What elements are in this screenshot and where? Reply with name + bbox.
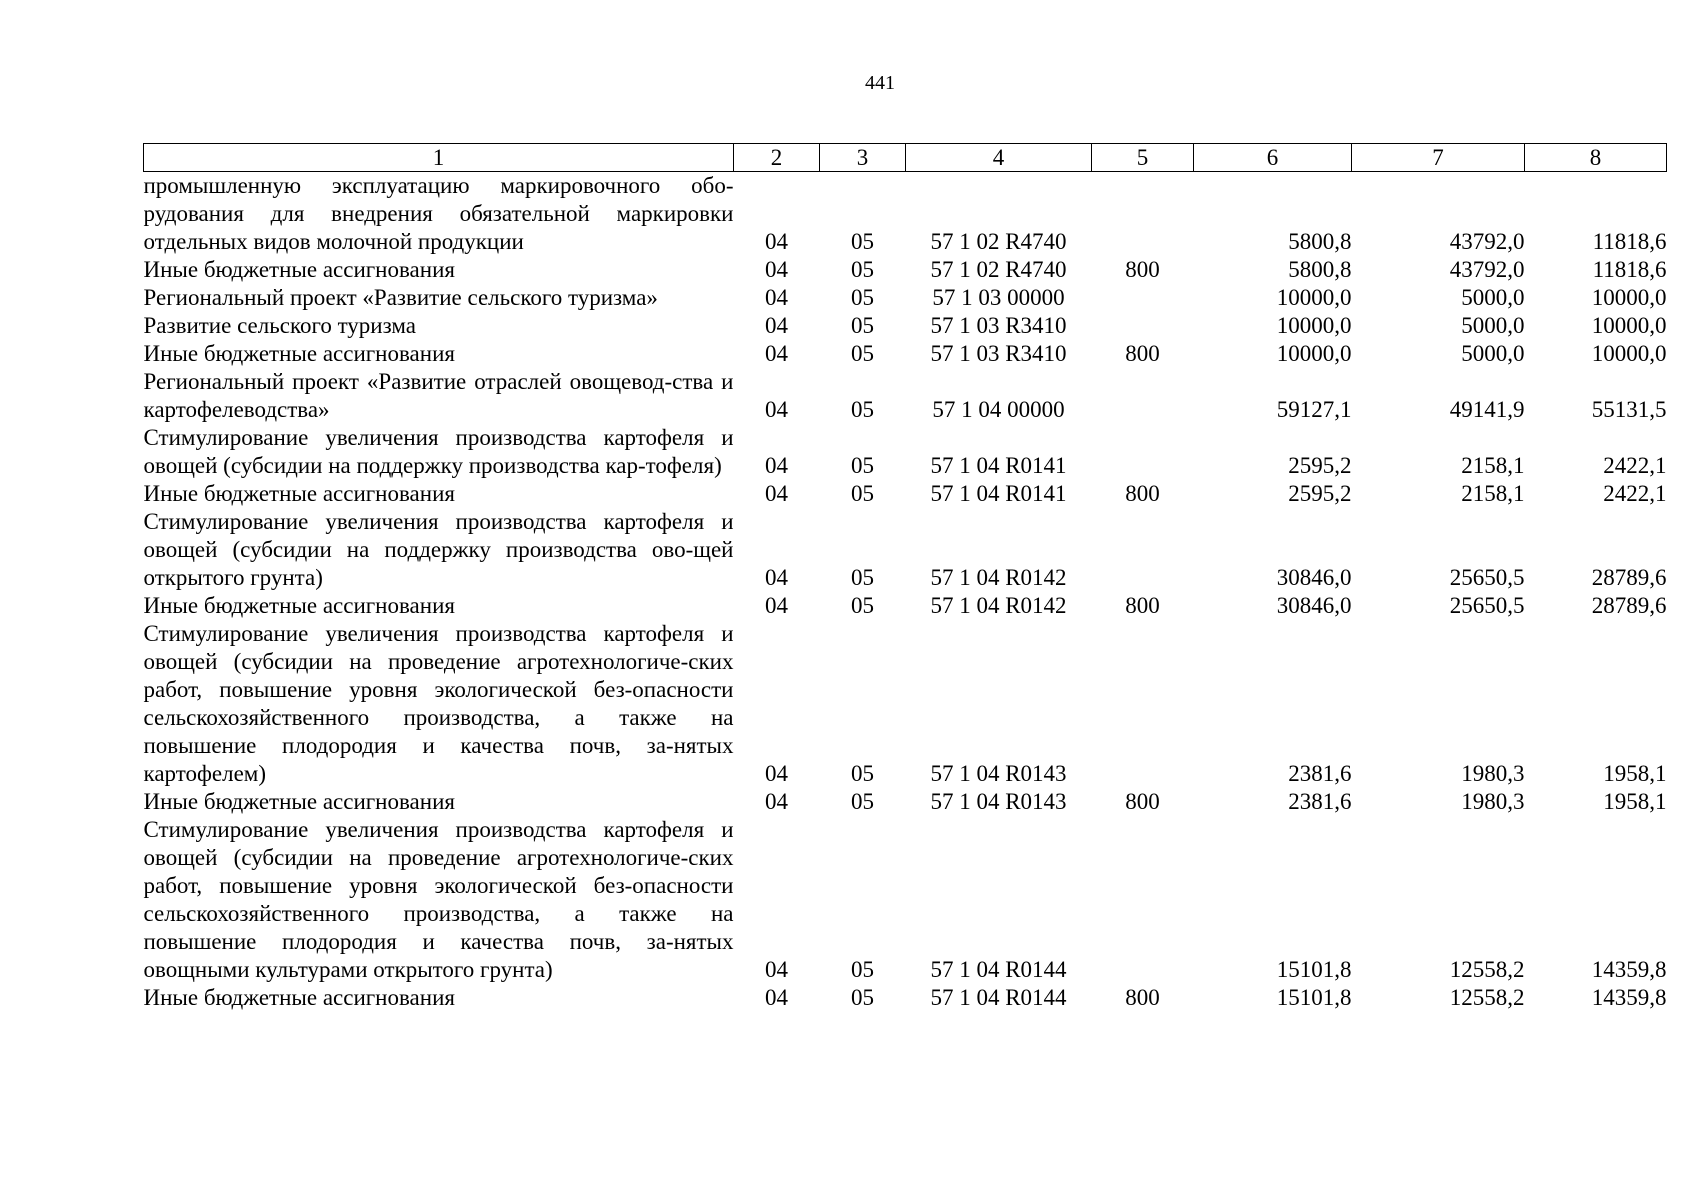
expense-type-code: 800 — [1125, 789, 1160, 814]
section-code: 04 — [765, 313, 788, 338]
table-row — [144, 816, 1667, 984]
section-code: 04 — [765, 789, 788, 814]
amount-col-8: 14359,8 — [1591, 957, 1667, 982]
amount-col-7: 43792,0 — [1449, 229, 1525, 254]
subsection-code: 05 — [851, 985, 874, 1010]
table-row — [144, 592, 1667, 620]
expense-type-code — [1092, 424, 1194, 480]
item-name: Иные бюджетные ассигнования — [143, 985, 455, 1010]
amount-col-8: 10000,0 — [1591, 341, 1667, 366]
subsection-code: 05 — [851, 341, 874, 366]
section-code: 04 — [765, 481, 788, 506]
header-col-6: 6 — [1194, 144, 1352, 172]
subsection-code: 05 — [851, 957, 874, 982]
section-code: 04 — [765, 397, 788, 422]
subsection-code: 05 — [851, 481, 874, 506]
item-name: Региональный проект «Развитие отраслей овощевод-ства и картофелеводства» — [143, 369, 734, 422]
header-col-2: 2 — [734, 144, 820, 172]
item-name: Стимулирование увеличения производства картофеля и овощей (субсидии на проведение агротехнологиче-ских работ, повышение уровня экологической без-опасности сельскохозяйственного производства, а также на повышение плодородия и качества почв, за-нятых овощными культурами открытого грунта) — [143, 817, 734, 982]
expense-type-code — [1092, 368, 1194, 424]
amount-col-8: 10000,0 — [1591, 285, 1667, 310]
subsection-code: 05 — [851, 229, 874, 254]
amount-col-8: 55131,5 — [1591, 397, 1667, 422]
section-code: 04 — [765, 565, 788, 590]
section-code: 04 — [765, 593, 788, 618]
table-row — [144, 620, 1667, 788]
table-row — [144, 284, 1667, 312]
item-name: Иные бюджетные ассигнования — [143, 481, 455, 506]
subsection-code: 05 — [851, 453, 874, 478]
expense-type-code — [1092, 172, 1194, 257]
amount-col-6: 30846,0 — [1276, 565, 1352, 590]
expense-type-code: 800 — [1125, 985, 1160, 1010]
header-col-4: 4 — [906, 144, 1092, 172]
target-article-code: 57 1 03 00000 — [932, 285, 1065, 310]
target-article-code: 57 1 04 R0144 — [930, 957, 1067, 982]
target-article-code: 57 1 04 R0141 — [930, 481, 1067, 506]
header-col-1: 1 — [144, 144, 734, 172]
subsection-code: 05 — [851, 313, 874, 338]
target-article-code: 57 1 03 R3410 — [930, 341, 1067, 366]
amount-col-6: 10000,0 — [1276, 341, 1352, 366]
amount-col-8: 1958,1 — [1603, 761, 1667, 786]
subsection-code: 05 — [851, 593, 874, 618]
amount-col-8: 14359,8 — [1591, 985, 1667, 1010]
header-col-5: 5 — [1092, 144, 1194, 172]
section-code: 04 — [765, 761, 788, 786]
subsection-code: 05 — [851, 789, 874, 814]
item-name: Стимулирование увеличения производства картофеля и овощей (субсидии на поддержку производства кар-тофеля) — [143, 425, 734, 478]
amount-col-8: 28789,6 — [1591, 593, 1667, 618]
target-article-code: 57 1 04 R0143 — [930, 761, 1067, 786]
subsection-code: 05 — [851, 285, 874, 310]
amount-col-6: 59127,1 — [1276, 397, 1352, 422]
amount-col-8: 11818,6 — [1592, 229, 1667, 254]
subsection-code: 05 — [851, 397, 874, 422]
subsection-code: 05 — [851, 257, 874, 282]
amount-col-7: 12558,2 — [1449, 957, 1525, 982]
section-code: 04 — [765, 453, 788, 478]
section-code: 04 — [765, 285, 788, 310]
amount-col-7: 1980,3 — [1461, 789, 1525, 814]
expense-type-code — [1092, 620, 1194, 788]
amount-col-6: 2595,2 — [1288, 481, 1352, 506]
section-code: 04 — [765, 229, 788, 254]
subsection-code: 05 — [851, 761, 874, 786]
expense-type-code — [1092, 508, 1194, 592]
amount-col-7: 25650,5 — [1449, 565, 1525, 590]
item-name: Иные бюджетные ассигнования — [143, 257, 455, 282]
amount-col-7: 43792,0 — [1449, 257, 1525, 282]
table-row — [144, 312, 1667, 340]
table-row — [144, 256, 1667, 284]
item-name: Иные бюджетные ассигнования — [143, 593, 455, 618]
item-name: Иные бюджетные ассигнования — [143, 341, 455, 366]
amount-col-8: 28789,6 — [1591, 565, 1667, 590]
section-code: 04 — [765, 957, 788, 982]
target-article-code: 57 1 04 R0144 — [930, 985, 1067, 1010]
amount-col-8: 2422,1 — [1603, 481, 1667, 506]
amount-col-6: 2595,2 — [1288, 453, 1352, 478]
amount-col-7: 49141,9 — [1449, 397, 1525, 422]
expense-type-code — [1092, 284, 1194, 312]
amount-col-7: 5000,0 — [1461, 341, 1525, 366]
section-code: 04 — [765, 257, 788, 282]
table-row — [144, 508, 1667, 592]
expense-type-code: 800 — [1125, 257, 1160, 282]
target-article-code: 57 1 04 R0141 — [930, 453, 1067, 478]
header-col-7: 7 — [1352, 144, 1525, 172]
section-code: 04 — [765, 985, 788, 1010]
expense-type-code: 800 — [1125, 481, 1160, 506]
table-row — [144, 984, 1667, 1012]
amount-col-8: 2422,1 — [1603, 453, 1667, 478]
amount-col-7: 5000,0 — [1461, 285, 1525, 310]
item-name: Развитие сельского туризма — [143, 313, 416, 338]
item-name: промышленную эксплуатацию маркировочного обо-рудования для внедрения обязательной маркировки отдельных видов молочной продукции — [143, 173, 734, 254]
table-row — [144, 788, 1667, 816]
amount-col-6: 10000,0 — [1276, 313, 1352, 338]
section-code: 04 — [765, 341, 788, 366]
amount-col-6: 15101,8 — [1276, 985, 1352, 1010]
amount-col-7: 2158,1 — [1461, 481, 1525, 506]
amount-col-6: 30846,0 — [1276, 593, 1352, 618]
item-name: Региональный проект «Развитие сельского туризма» — [143, 285, 658, 310]
amount-col-7: 25650,5 — [1449, 593, 1525, 618]
table-row — [144, 480, 1667, 508]
amount-col-6: 15101,8 — [1276, 957, 1352, 982]
page-number: 441 — [865, 72, 895, 94]
header-col-3: 3 — [820, 144, 906, 172]
amount-col-6: 10000,0 — [1276, 285, 1352, 310]
expense-type-code: 800 — [1125, 593, 1160, 618]
subsection-code: 05 — [851, 565, 874, 590]
target-article-code: 57 1 03 R3410 — [930, 313, 1067, 338]
target-article-code: 57 1 02 R4740 — [930, 257, 1067, 282]
expense-type-code — [1092, 816, 1194, 984]
table-row — [144, 424, 1667, 480]
expense-type-code — [1092, 312, 1194, 340]
table-row — [144, 172, 1667, 257]
target-article-code: 57 1 02 R4740 — [930, 229, 1067, 254]
amount-col-6: 2381,6 — [1288, 761, 1352, 786]
amount-col-7: 12558,2 — [1449, 985, 1525, 1010]
target-article-code: 57 1 04 R0143 — [930, 789, 1067, 814]
amount-col-6: 2381,6 — [1288, 789, 1352, 814]
table-row — [144, 368, 1667, 424]
table-row — [144, 340, 1667, 368]
target-article-code: 57 1 04 00000 — [932, 397, 1065, 422]
amount-col-7: 1980,3 — [1461, 761, 1525, 786]
amount-col-8: 11818,6 — [1592, 257, 1667, 282]
amount-col-6: 5800,8 — [1288, 229, 1352, 254]
target-article-code: 57 1 04 R0142 — [930, 565, 1067, 590]
header-row — [144, 144, 1667, 172]
target-article-code: 57 1 04 R0142 — [930, 593, 1067, 618]
budget-table — [143, 143, 1667, 1012]
item-name: Стимулирование увеличения производства картофеля и овощей (субсидии на проведение агротехнологиче-ских работ, повышение уровня экологической без-опасности сельскохозяйственного производства, а также на повышение плодородия и качества почв, за-нятых картофелем) — [143, 621, 734, 786]
amount-col-8: 1958,1 — [1603, 789, 1667, 814]
item-name: Иные бюджетные ассигнования — [143, 789, 455, 814]
amount-col-6: 5800,8 — [1288, 257, 1352, 282]
header-col-8: 8 — [1525, 144, 1667, 172]
amount-col-8: 10000,0 — [1591, 313, 1667, 338]
item-name: Стимулирование увеличения производства картофеля и овощей (субсидии на поддержку производства ово-щей открытого грунта) — [143, 509, 734, 590]
expense-type-code: 800 — [1125, 341, 1160, 366]
amount-col-7: 5000,0 — [1461, 313, 1525, 338]
amount-col-7: 2158,1 — [1461, 453, 1525, 478]
